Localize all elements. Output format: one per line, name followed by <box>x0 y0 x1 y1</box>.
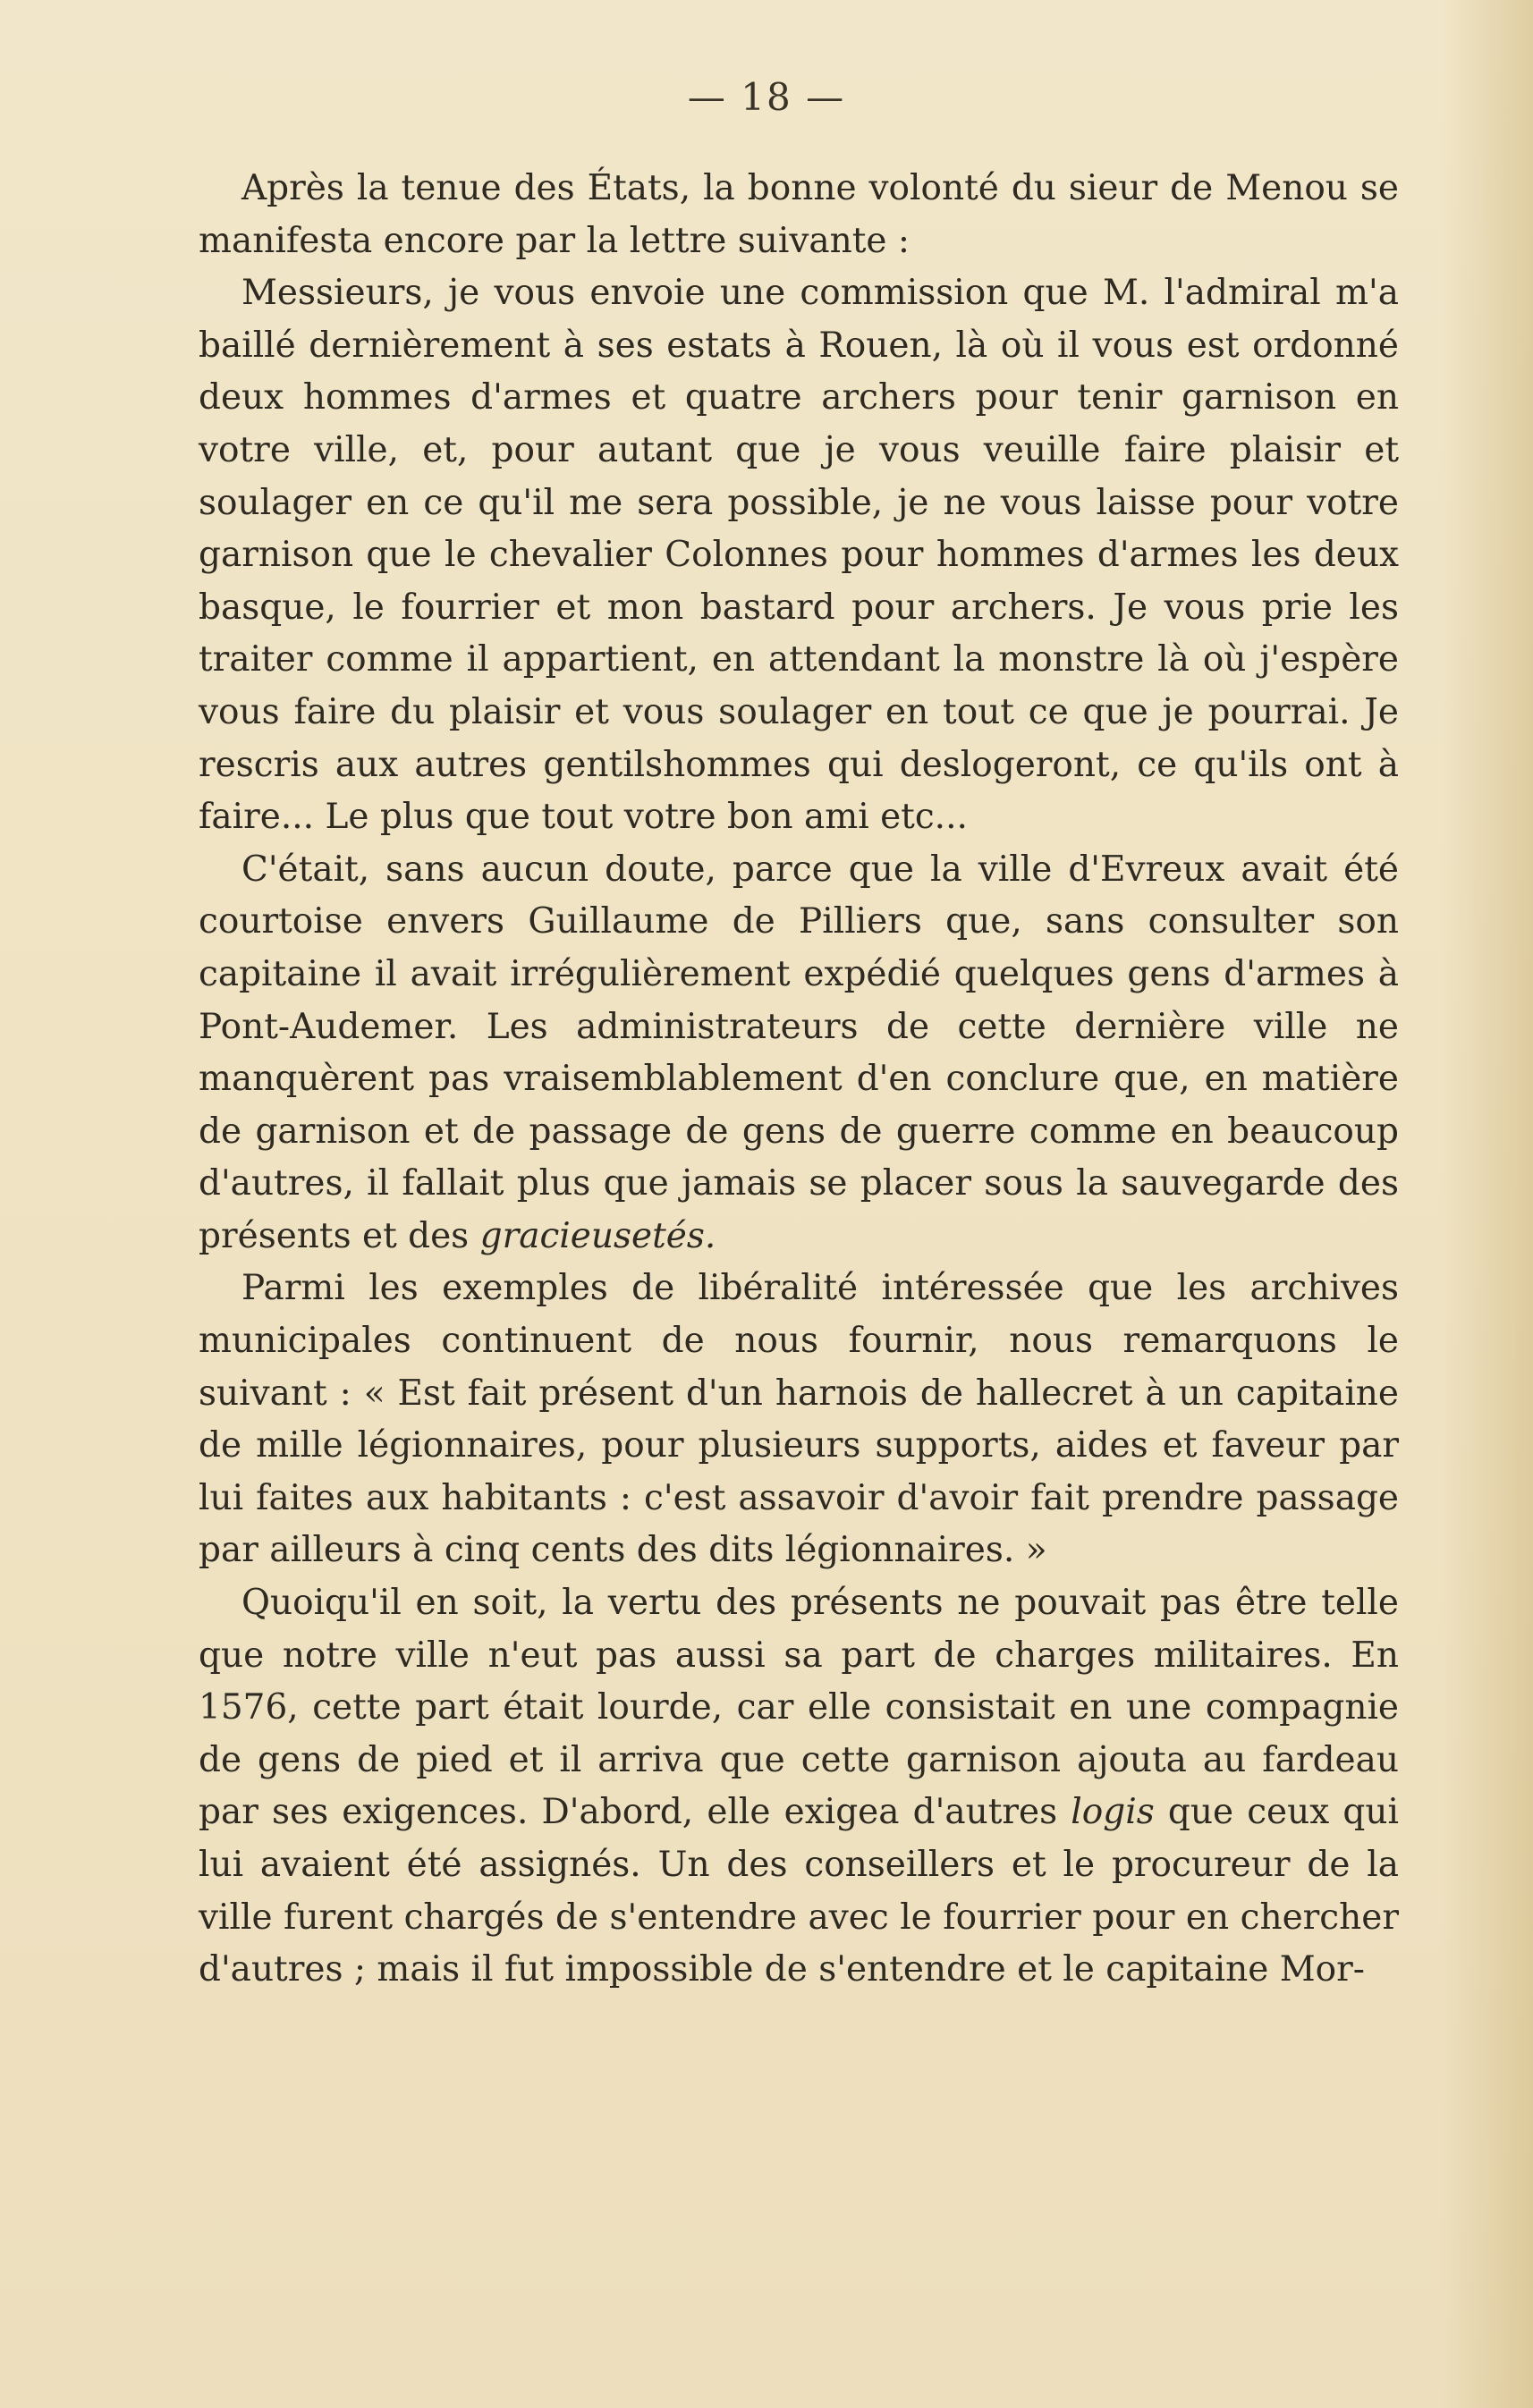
paragraph-text: Quoiqu'il en soit, la vertu des présents ne pouvait pas être telle que notre ville n'eut pas aussi sa part de charges militaires. En 1576, cette part était lourde, car elle consistait en une compagnie de gens de pied et il arriva que cette garnison ajouta au fardeau par ses exigences. D'abord, elle exigea d'autres <box>199 1583 1399 1833</box>
page-number: — 18 — <box>687 75 846 119</box>
paragraph-text: C'était, sans aucun doute, parce que la ville d'Evreux avait été courtoise envers Guillaume de Pilliers que, sans consulter son capitaine il avait irrégulièrement expédié quelques gens d'armes à Pont-Audemer. Les administrateurs de cette dernière ville ne manquèrent pas vraisemblablement d'en conclure que, en matière de garnison et de passage de gens de guerre comme en beaucoup d'autres, il fallait plus que jamais se placer sous la sauvegarde des présents et des <box>199 849 1399 1256</box>
paragraph <box>199 844 1399 1263</box>
italic-word: logis <box>1071 1792 1155 1833</box>
paragraph <box>199 1263 1399 1577</box>
paragraph <box>199 1577 1399 1997</box>
paragraph-text: Parmi les exemples de libéralité intéressée que les archives municipales continuent de nous fournir, nous remarquons le suivant : « Est fait présent d'un harnois de hallecret à un capitaine de mille légionnaires, pour plusieurs supports, aides et faveur par lui faites aux habitants : c'est assavoir d'avoir fait prendre passage par ailleurs à cinq cents des dits légionnaires. » <box>199 1268 1399 1571</box>
paragraph <box>199 163 1399 267</box>
paragraph-text-continued: que ceux qui lui avaient été assignés. Un des conseillers et le procureur de la ville furent chargés de s'entendre avec le fourrier pour en chercher d'autres ; mais il fut impossible de s'entendre et le capitaine Mor- <box>199 1792 1399 1990</box>
italic-word: gracieusetés. <box>479 1215 716 1256</box>
paragraph <box>199 267 1399 844</box>
body-text <box>199 163 1399 1997</box>
paragraph-text: Après la tenue des États, la bonne volonté du sieur de Menou se manifesta encore par la lettre suivante : <box>199 168 1399 261</box>
paragraph-text: Messieurs, je vous envoie une commission que M. l'admiral m'a baillé dernièrement à ses estats à Rouen, là où il vous est ordonné deux hommes d'armes et quatre archers pour tenir garnison en votre ville, et, pour autant que je vous veuille faire plaisir et soulager en ce qu'il me sera possible, je ne vous laisse pour votre garnison que le chevalier Colonnes pour hommes d'armes les deux basque, le fourrier et mon bastard pour archers. Je vous prie les traiter comme il appartient, en attendant la monstre là où j'espère vous faire du plaisir et vous soulager en tout ce que je pourrai. Je rescris aux autres gentilshommes qui deslogeront, ce qu'ils ont à faire... Le plus que tout votre bon ami etc... <box>199 273 1399 838</box>
